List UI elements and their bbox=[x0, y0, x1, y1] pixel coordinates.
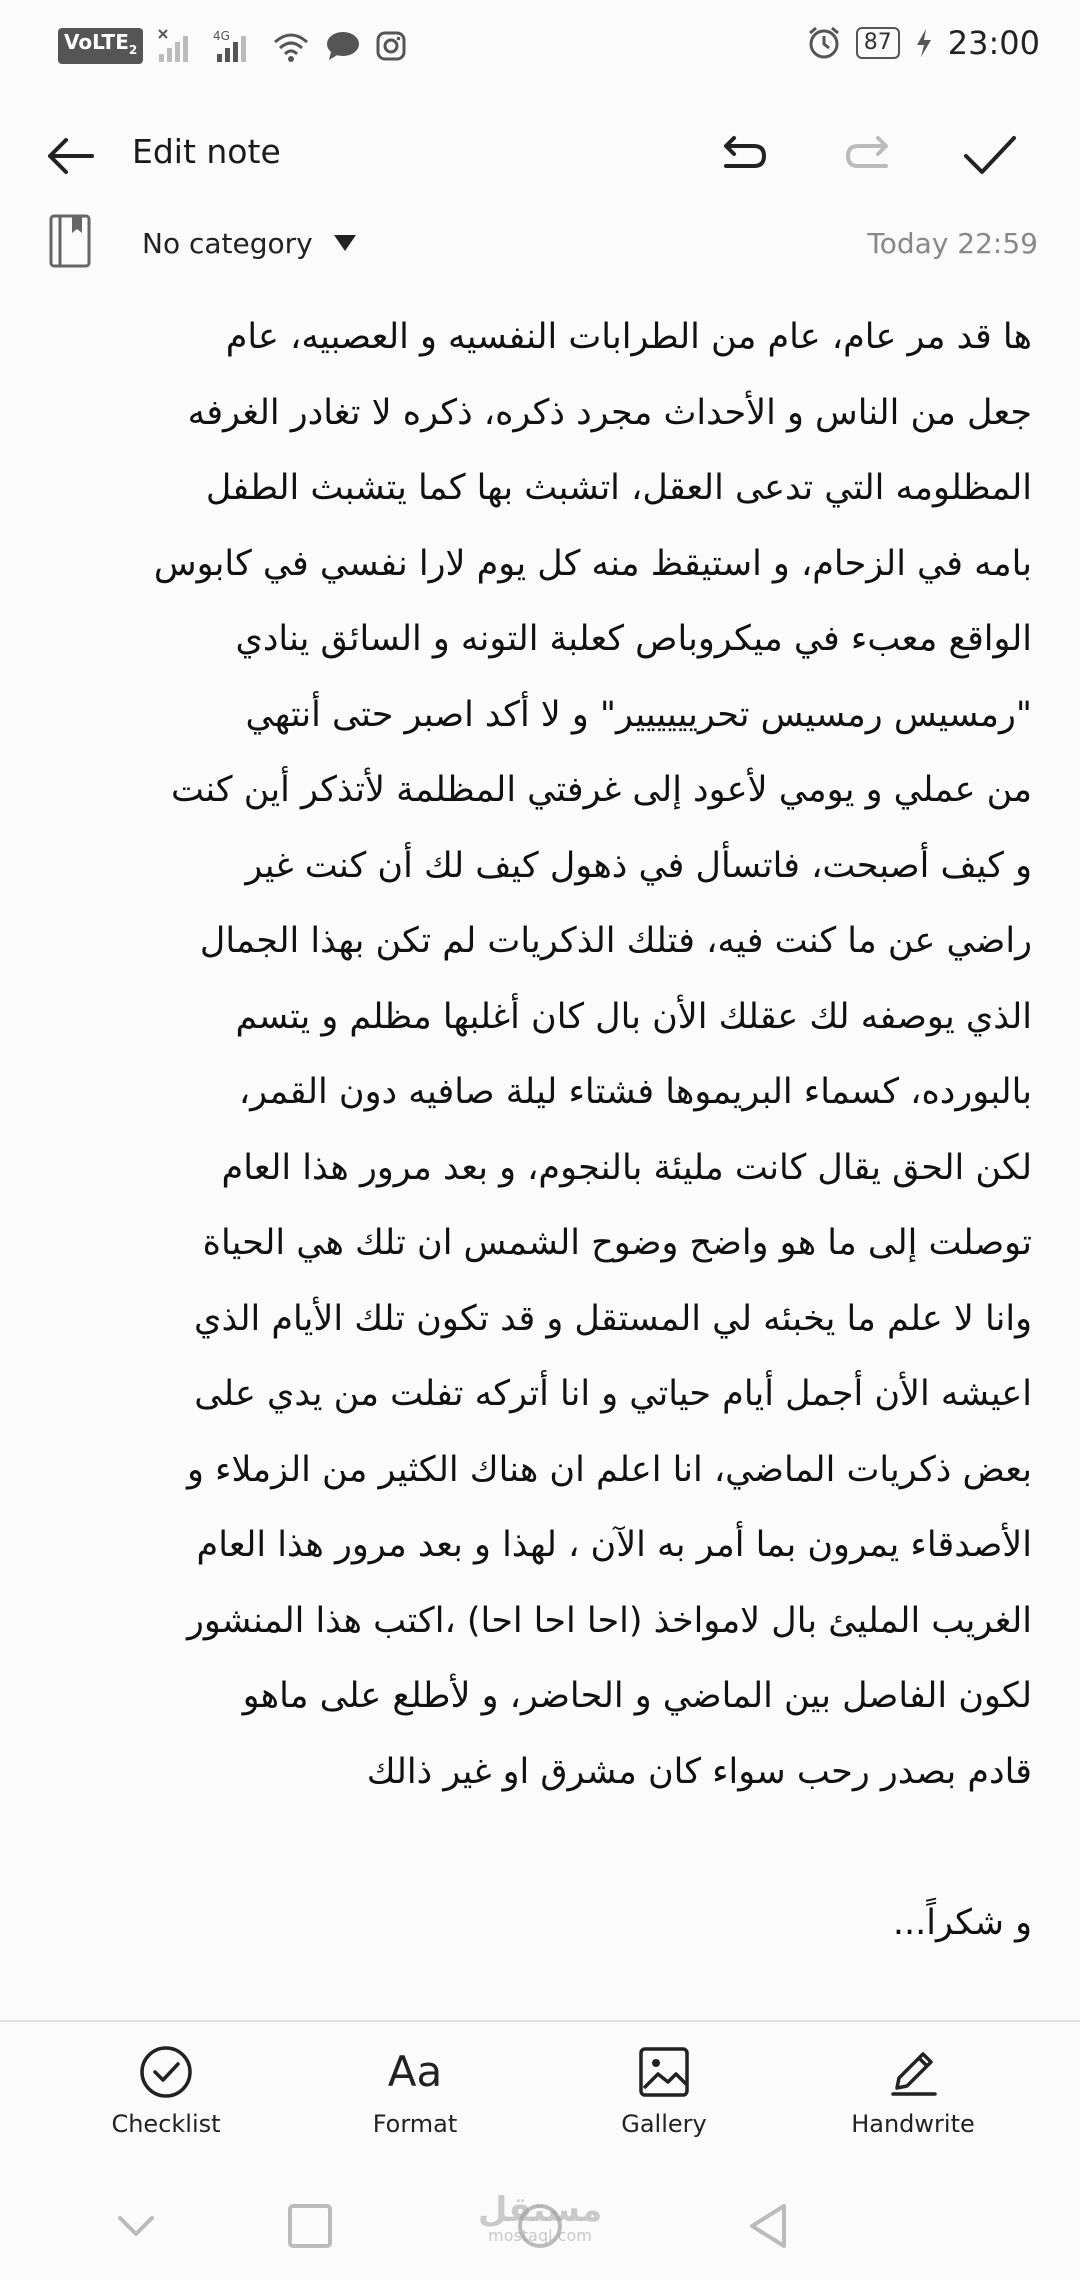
gallery-button[interactable] bbox=[564, 2044, 764, 2138]
signal-4g-icon bbox=[211, 28, 257, 64]
status-bar-left bbox=[58, 28, 407, 64]
app-top-bar bbox=[0, 110, 1080, 200]
network-label: 4G bbox=[213, 29, 231, 43]
checklist-icon bbox=[138, 2044, 194, 2100]
signal-off-icon bbox=[157, 28, 197, 64]
pen-icon bbox=[885, 2044, 941, 2100]
note-line: من عملي و يومي لأعود إلى غرفتي المظلمة لأتذكر أين كنت bbox=[171, 770, 1032, 810]
hide-keyboard-button[interactable] bbox=[106, 2196, 166, 2256]
note-line: الغريب المليئ بال لامواخذ (احا احا احا) ،اكتب هذا المنشور bbox=[186, 1600, 1032, 1641]
gallery-label: Gallery bbox=[621, 2110, 707, 2138]
category-row bbox=[0, 205, 1080, 285]
note-text-area[interactable] bbox=[38, 300, 1032, 1961]
volte-badge: VoLTE$_2$ bbox=[58, 28, 143, 64]
status-clock: 23:00 bbox=[947, 24, 1040, 62]
note-closing: و شكراً... bbox=[892, 1902, 1032, 1943]
alarm-icon bbox=[806, 25, 842, 61]
image-icon bbox=[636, 2044, 692, 2100]
note-line: جعل من الناس و الأحداث مجرد ذكره، ذكره لا تغادر الغرفه bbox=[187, 392, 1032, 433]
notebook-icon bbox=[48, 213, 92, 269]
note-line: الأصدقاء يمرون بما أمر به الآن ، لهذا و بعد مرور هذا العام bbox=[196, 1525, 1032, 1565]
note-timestamp: Today 22:59 bbox=[867, 227, 1038, 260]
status-bar-right bbox=[806, 24, 1040, 62]
note-line: "رمسيس رمسيس تحريييييير" و لا أكد اصبر حتى أنتهي bbox=[245, 694, 1032, 735]
back-button[interactable] bbox=[42, 128, 98, 184]
checklist-label: Checklist bbox=[111, 2110, 221, 2138]
note-line: اعيشه الأن أجمل أيام حياتي و انا أتركه تفلت من يدي على bbox=[194, 1374, 1032, 1414]
note-line: لكون الفاصل بين الماضي و الحاضر، و لأطلع على ماهو bbox=[242, 1676, 1032, 1716]
battery-level: 87 bbox=[856, 27, 900, 59]
note-line: وانا لا علم ما يخبئه لي المستقل و قد تكون تلك الأيام الذي bbox=[194, 1298, 1032, 1339]
note-line: و كيف أصبحت، فاتسأل في ذهول كيف لك أن كنت غير bbox=[245, 845, 1032, 886]
wifi-icon bbox=[271, 30, 311, 62]
undo-icon bbox=[716, 128, 772, 184]
note-line: المظلومه التي تدعى العقل، اتشبث بها كما يتشبث الطفل bbox=[205, 468, 1032, 508]
recent-apps-button[interactable] bbox=[280, 2196, 340, 2256]
dropdown-arrow-icon[interactable] bbox=[332, 231, 358, 255]
note-line: قادم بصدر رحب سواء كان مشرق او غير ذالك bbox=[366, 1751, 1032, 1792]
note-line: لكن الحق يقال كانت مليئة بالنجوم، و بعد مرور هذا العام bbox=[221, 1147, 1032, 1188]
page-title: Edit note bbox=[132, 132, 281, 171]
note-line: راضي عن ما كنت فيه، فتلك الذكريات لم تكن بهذا الجمال bbox=[199, 921, 1032, 961]
format-button[interactable] bbox=[315, 2044, 515, 2138]
category-selector[interactable]: No category bbox=[142, 227, 313, 260]
note-line: بعض ذكريات الماضي، انا اعلم ان هناك الكثير من الزملاء و bbox=[187, 1449, 1032, 1490]
triangle-back-icon bbox=[740, 2196, 800, 2256]
note-line: توصلت إلى ما هو واضح وضوح الشمس ان تلك هي الحياة bbox=[202, 1223, 1032, 1263]
note-line: الواقع معبء في ميكروباص كعلبة التونه و السائق ينادي bbox=[235, 619, 1032, 659]
bottom-toolbar bbox=[0, 2030, 1080, 2170]
watermark-url: mostaql.com bbox=[488, 2226, 592, 2245]
status-bar bbox=[0, 0, 1080, 92]
chevron-down-icon bbox=[106, 2196, 166, 2256]
square-icon bbox=[280, 2196, 340, 2256]
redo-icon bbox=[840, 128, 896, 184]
redo-button[interactable] bbox=[840, 128, 896, 184]
toolbar-divider bbox=[0, 2020, 1080, 2022]
undo-button[interactable] bbox=[716, 128, 772, 184]
handwrite-label: Handwrite bbox=[851, 2110, 975, 2138]
handwrite-button[interactable] bbox=[813, 2044, 1013, 2138]
nav-back-button[interactable] bbox=[740, 2196, 800, 2256]
text-format-icon: Aa bbox=[387, 2047, 443, 2096]
blank-line bbox=[38, 1810, 1032, 1886]
note-line: ها قد مر عام، عام من الطرابات النفسيه و العصبيه، عام bbox=[225, 317, 1032, 357]
chat-bubble-icon bbox=[325, 30, 361, 62]
watermark-logo bbox=[460, 2190, 620, 2245]
checkmark-icon bbox=[960, 128, 1020, 184]
save-button[interactable] bbox=[960, 128, 1020, 184]
format-label: Format bbox=[372, 2110, 458, 2138]
checklist-button[interactable] bbox=[66, 2044, 266, 2138]
note-line: الذي يوصفه لك عقلك الأن بال كان أغلبها مظلم و يتسم bbox=[235, 996, 1032, 1037]
instagram-icon bbox=[375, 30, 407, 62]
arrow-left-icon bbox=[42, 128, 98, 184]
note-line: بامه في الزحام، و استيقظ منه كل يوم لارا نفسي في كابوس bbox=[153, 543, 1032, 584]
charging-icon bbox=[914, 27, 934, 59]
note-line: بالبورده، كسماء البريموها فشتاء ليلة صافيه دون القمر، bbox=[238, 1072, 1032, 1112]
watermark-text: مستقل bbox=[477, 2190, 603, 2230]
